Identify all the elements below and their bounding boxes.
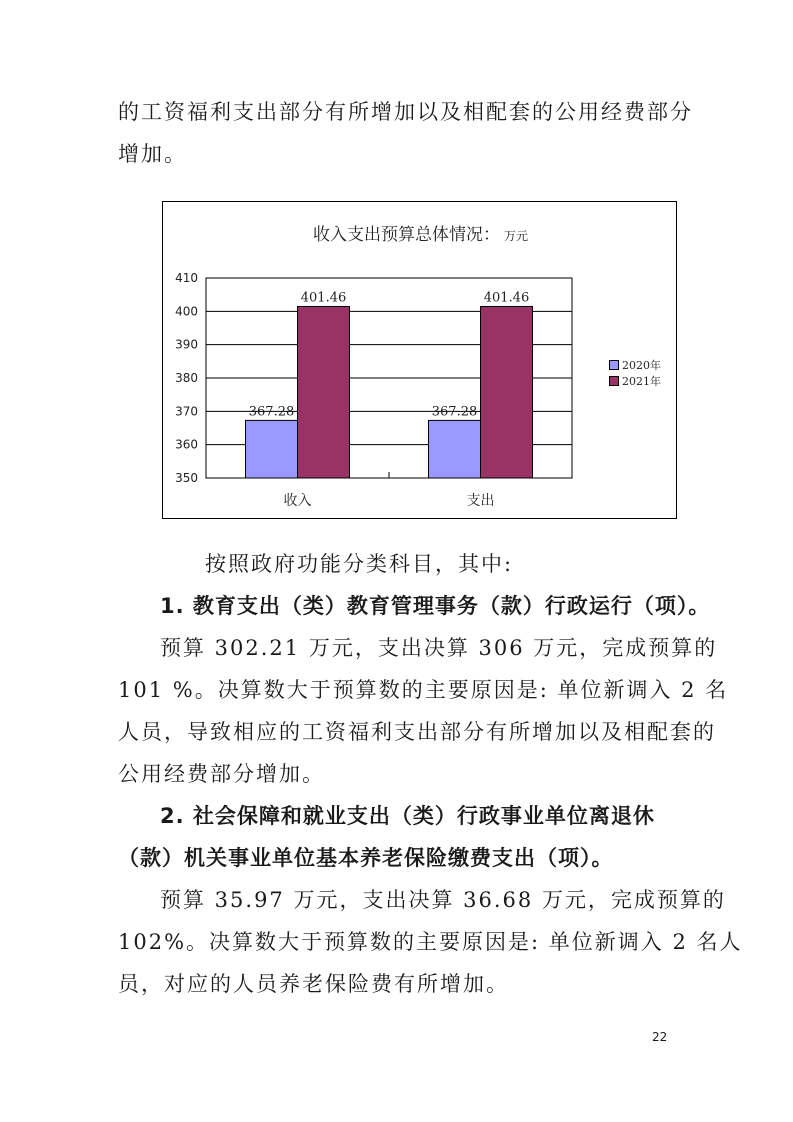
legend-swatch-2021 — [609, 376, 619, 386]
data-label: 401.46 — [300, 290, 347, 306]
paragraph-line: 员，对应的人员养老保险费有所增加。 — [118, 972, 509, 996]
y-tick-label: 410 — [175, 271, 198, 285]
page-number: 22 — [652, 1030, 668, 1044]
paragraph-line: 的工资福利支出部分有所增加以及相配套的公用经费部分 — [118, 100, 693, 124]
legend-item-2021 — [609, 373, 661, 389]
paragraph-line: 101 %。决算数大于预算数的主要原因是: 单位新调入 2 名 — [118, 678, 729, 702]
budget-chart — [162, 201, 677, 519]
y-tick-label: 380 — [175, 371, 198, 385]
data-label: 367.28 — [248, 404, 295, 420]
legend-swatch-2020 — [609, 360, 619, 370]
paragraph-line: 102%。决算数大于预算数的主要原因是: 单位新调入 2 名人 — [118, 930, 743, 954]
y-tick-label: 390 — [175, 337, 198, 352]
bar-收入-2020年 — [246, 420, 298, 478]
section-heading: 1. 教育支出（类）教育管理事务（款）行政运行（项）。 — [160, 594, 711, 618]
y-tick-label: 400 — [175, 304, 198, 319]
section-heading: （款）机关事业单位基本养老保险缴费支出（项）。 — [118, 846, 614, 870]
paragraph-line: 预算 302.21 万元，支出决算 306 万元，完成预算的 — [160, 636, 718, 660]
legend-label-2020: 2020年 — [622, 359, 661, 372]
section-heading: 2. 社会保障和就业支出（类）行政事业单位离退休 — [160, 804, 655, 828]
y-tick-label: 370 — [175, 404, 198, 419]
chart-title-text: 收入支出预算总体情况： — [312, 225, 500, 245]
bar-支出-2021年 — [481, 306, 533, 478]
chart-legend — [609, 357, 661, 389]
x-tick-label: 支出 — [466, 493, 495, 509]
bar-收入-2021年 — [298, 306, 350, 478]
intro-line: 按照政府功能分类科目，其中: — [205, 552, 514, 576]
x-tick-label: 收入 — [283, 493, 312, 509]
chart-unit: 万元 — [503, 229, 528, 243]
bar-支出-2020年 — [429, 420, 481, 478]
data-label: 367.28 — [431, 404, 478, 420]
paragraph-line: 增加。 — [118, 142, 187, 166]
paragraph-line: 预算 35.97 万元，支出决算 36.68 万元，完成预算的 — [160, 888, 726, 912]
paragraph-line: 人员，导致相应的工资福利支出部分有所增加以及相配套的 — [118, 720, 716, 744]
chart-plot — [163, 202, 678, 520]
data-label: 401.46 — [483, 290, 530, 306]
paragraph-line: 公用经费部分增加。 — [118, 762, 325, 786]
y-tick-label: 350 — [175, 471, 198, 485]
legend-label-2021: 2021年 — [622, 375, 661, 388]
y-tick-label: 360 — [175, 437, 198, 452]
legend-item-2020 — [609, 357, 661, 373]
